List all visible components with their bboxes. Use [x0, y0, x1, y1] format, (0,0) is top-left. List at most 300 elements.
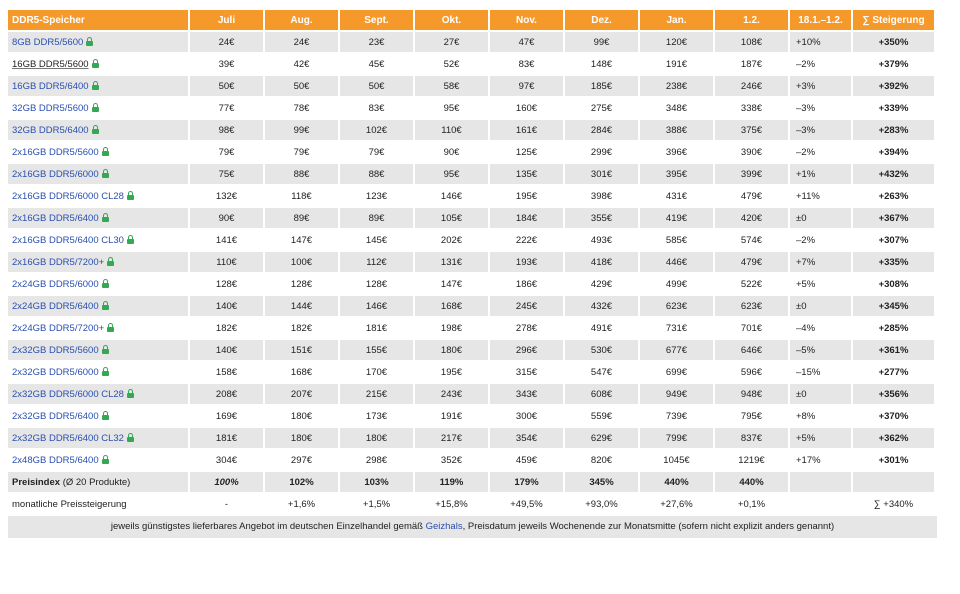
change-cell: –2%	[790, 230, 851, 250]
product-link[interactable]: 2x16GB DDR5/7200+	[12, 256, 105, 268]
total-increase-cell: +432%	[853, 164, 934, 184]
total-increase-cell: +277%	[853, 362, 934, 382]
monthly-value-cell: -	[190, 494, 263, 514]
table-row	[8, 274, 934, 294]
lock-icon	[92, 85, 99, 90]
change-cell: ±0	[790, 296, 851, 316]
price-cell: 131€	[415, 252, 488, 272]
change-cell: +1%	[790, 164, 851, 184]
price-cell: 195€	[490, 186, 563, 206]
price-cell: 493€	[565, 230, 638, 250]
product-link[interactable]: 2x48GB DDR5/6400	[12, 454, 99, 466]
price-cell: 42€	[265, 54, 338, 74]
product-name-cell[interactable]	[8, 296, 188, 316]
product-link[interactable]: 2x32GB DDR5/6400 CL32	[12, 432, 124, 444]
index-value-cell: 345%	[565, 472, 638, 492]
index-value-cell: 179%	[490, 472, 563, 492]
lock-icon	[102, 459, 109, 464]
price-cell: 699€	[640, 362, 713, 382]
price-cell: 75€	[190, 164, 263, 184]
table-row	[8, 318, 934, 338]
price-cell: 388€	[640, 120, 713, 140]
price-cell: 530€	[565, 340, 638, 360]
product-link[interactable]: 2x16GB DDR5/6400 CL30	[12, 234, 124, 246]
price-cell: 398€	[565, 186, 638, 206]
lock-icon	[127, 393, 134, 398]
price-cell: 158€	[190, 362, 263, 382]
price-cell: 98€	[190, 120, 263, 140]
price-cell: 180€	[340, 428, 413, 448]
price-cell: 90€	[190, 208, 263, 228]
price-cell: 173€	[340, 406, 413, 426]
price-cell: 108€	[715, 32, 788, 52]
product-name-cell[interactable]	[8, 54, 188, 74]
total-increase-cell: +392%	[853, 76, 934, 96]
lock-icon	[102, 415, 109, 420]
table-row	[8, 230, 934, 250]
header-row	[8, 10, 934, 30]
price-cell: 187€	[715, 54, 788, 74]
price-cell: 215€	[340, 384, 413, 404]
product-name-cell[interactable]	[8, 428, 188, 448]
price-cell: 100€	[265, 252, 338, 272]
product-link[interactable]: 2x16GB DDR5/5600	[12, 146, 99, 158]
table-row	[8, 384, 934, 404]
price-index-label: Preisindex	[12, 476, 61, 488]
price-cell: 284€	[565, 120, 638, 140]
price-cell: 479€	[715, 252, 788, 272]
product-name-cell[interactable]	[8, 318, 188, 338]
table-row	[8, 428, 934, 448]
price-cell: 125€	[490, 142, 563, 162]
price-cell: 395€	[640, 164, 713, 184]
total-increase-cell: +335%	[853, 252, 934, 272]
lock-icon	[102, 305, 109, 310]
index-value-cell: 100%	[190, 472, 263, 492]
price-cell: 585€	[640, 230, 713, 250]
price-cell: 89€	[340, 208, 413, 228]
product-name-cell[interactable]	[8, 340, 188, 360]
index-change-cell	[790, 472, 851, 492]
product-link[interactable]: 8GB DDR5/5600	[12, 36, 84, 48]
price-cell: 297€	[265, 450, 338, 470]
product-name-cell[interactable]	[8, 230, 188, 250]
table-row	[8, 32, 934, 52]
table-row	[8, 76, 934, 96]
price-cell: 24€	[265, 32, 338, 52]
total-increase-cell: +367%	[853, 208, 934, 228]
price-cell: 110€	[415, 120, 488, 140]
total-increase-cell: +307%	[853, 230, 934, 250]
price-cell: 99€	[265, 120, 338, 140]
price-cell: 89€	[265, 208, 338, 228]
footer-text-before: jeweils günstigstes lieferbares Angebot im deutschen Einzelhandel gemäß	[110, 521, 426, 532]
change-cell: –4%	[790, 318, 851, 338]
change-cell: –3%	[790, 120, 851, 140]
price-cell: 88€	[340, 164, 413, 184]
price-cell: 118€	[265, 186, 338, 206]
product-link[interactable]: 32GB DDR5/5600	[12, 102, 89, 114]
change-cell: +11%	[790, 186, 851, 206]
monthly-change-cell	[790, 494, 851, 514]
product-link[interactable]: 2x24GB DDR5/6400	[12, 300, 99, 312]
price-cell: 278€	[490, 318, 563, 338]
price-cell: 246€	[715, 76, 788, 96]
product-link[interactable]: 16GB DDR5/6400	[12, 80, 89, 92]
price-cell: 499€	[640, 274, 713, 294]
table-row	[8, 98, 934, 118]
price-cell: 141€	[190, 230, 263, 250]
product-link[interactable]: 2x32GB DDR5/6000	[12, 366, 99, 378]
price-cell: 623€	[640, 296, 713, 316]
price-cell: 186€	[490, 274, 563, 294]
product-name-cell[interactable]	[8, 406, 188, 426]
price-cell: 50€	[190, 76, 263, 96]
price-cell: 623€	[715, 296, 788, 316]
price-cell: 52€	[415, 54, 488, 74]
lock-icon	[102, 217, 109, 222]
price-cell: 629€	[565, 428, 638, 448]
header-col: Dez.	[565, 10, 638, 30]
total-increase-cell: +370%	[853, 406, 934, 426]
table-row	[8, 296, 934, 316]
product-link[interactable]: 2x16GB DDR5/6000	[12, 168, 99, 180]
change-cell: +8%	[790, 406, 851, 426]
total-increase-cell: +345%	[853, 296, 934, 316]
header-col: Okt.	[415, 10, 488, 30]
lock-icon	[102, 349, 109, 354]
price-cell: 446€	[640, 252, 713, 272]
price-cell: 238€	[640, 76, 713, 96]
price-cell: 128€	[265, 274, 338, 294]
price-cell: 799€	[640, 428, 713, 448]
total-increase-cell: +350%	[853, 32, 934, 52]
table-row	[8, 406, 934, 426]
footer-note	[8, 516, 937, 538]
lock-icon	[92, 63, 99, 68]
index-value-cell: 102%	[265, 472, 338, 492]
price-table-container	[8, 10, 937, 538]
price-cell: 390€	[715, 142, 788, 162]
price-cell: 352€	[415, 450, 488, 470]
table-row	[8, 54, 934, 74]
price-cell: 123€	[340, 186, 413, 206]
price-cell: 245€	[490, 296, 563, 316]
price-cell: 160€	[490, 98, 563, 118]
change-cell: –3%	[790, 98, 851, 118]
price-cell: 608€	[565, 384, 638, 404]
price-cell: 83€	[340, 98, 413, 118]
price-cell: 948€	[715, 384, 788, 404]
price-cell: 559€	[565, 406, 638, 426]
product-name-cell[interactable]	[8, 120, 188, 140]
total-increase-cell: +361%	[853, 340, 934, 360]
product-name-cell[interactable]	[8, 252, 188, 272]
product-name-cell[interactable]	[8, 164, 188, 184]
price-cell: 193€	[490, 252, 563, 272]
product-name-cell[interactable]	[8, 186, 188, 206]
price-cell: 50€	[265, 76, 338, 96]
price-cell: 217€	[415, 428, 488, 448]
price-cell: 128€	[190, 274, 263, 294]
change-cell: +5%	[790, 274, 851, 294]
price-cell: 348€	[640, 98, 713, 118]
product-link[interactable]: 2x32GB DDR5/5600	[12, 344, 99, 356]
price-cell: 27€	[415, 32, 488, 52]
price-cell: 147€	[265, 230, 338, 250]
price-cell: 837€	[715, 428, 788, 448]
header-product: DDR5-Speicher	[8, 10, 188, 30]
header-col: Jan.	[640, 10, 713, 30]
price-cell: 99€	[565, 32, 638, 52]
total-increase-cell: +308%	[853, 274, 934, 294]
price-cell: 419€	[640, 208, 713, 228]
change-cell: ±0	[790, 208, 851, 228]
total-increase-cell: +356%	[853, 384, 934, 404]
price-cell: 300€	[490, 406, 563, 426]
price-cell: 429€	[565, 274, 638, 294]
product-name-cell[interactable]	[8, 274, 188, 294]
price-cell: 78€	[265, 98, 338, 118]
geizhals-link[interactable]: Geizhals	[425, 521, 463, 532]
price-index-label-cell	[8, 472, 188, 492]
lock-icon	[86, 41, 93, 46]
index-value-cell: 119%	[415, 472, 488, 492]
price-cell: 298€	[340, 450, 413, 470]
price-cell: 275€	[565, 98, 638, 118]
price-cell: 155€	[340, 340, 413, 360]
price-cell: 120€	[640, 32, 713, 52]
price-cell: 418€	[565, 252, 638, 272]
lock-icon	[102, 151, 109, 156]
footer-text-after: , Preisdatum jeweils Wochenende zur Monatsmitte (sofern nicht explizit anders genannt)	[462, 521, 835, 532]
total-increase-cell: +285%	[853, 318, 934, 338]
lock-icon	[107, 327, 114, 332]
price-cell: 79€	[340, 142, 413, 162]
price-cell: 522€	[715, 274, 788, 294]
product-name-cell[interactable]	[8, 98, 188, 118]
header-col: ∑ Steigerung	[853, 10, 934, 30]
price-cell: 95€	[415, 164, 488, 184]
table-row	[8, 164, 934, 184]
table-row	[8, 142, 934, 162]
table-row	[8, 340, 934, 360]
total-increase-cell: +339%	[853, 98, 934, 118]
ddr5-price-table	[6, 8, 936, 516]
price-cell: 180€	[265, 406, 338, 426]
product-name-cell[interactable]	[8, 362, 188, 382]
price-cell: 146€	[415, 186, 488, 206]
product-name-cell[interactable]	[8, 142, 188, 162]
price-cell: 375€	[715, 120, 788, 140]
price-cell: 820€	[565, 450, 638, 470]
price-cell: 195€	[415, 362, 488, 382]
price-cell: 97€	[490, 76, 563, 96]
product-link[interactable]: 2x16GB DDR5/6000 CL28	[12, 190, 124, 202]
lock-icon	[102, 371, 109, 376]
price-cell: 151€	[265, 340, 338, 360]
price-cell: 479€	[715, 186, 788, 206]
index-value-cell: 103%	[340, 472, 413, 492]
lock-icon	[102, 283, 109, 288]
total-increase-cell: +394%	[853, 142, 934, 162]
product-link[interactable]: 16GB DDR5/5600	[12, 58, 89, 70]
price-cell: 110€	[190, 252, 263, 272]
total-increase-cell: +379%	[853, 54, 934, 74]
table-row	[8, 186, 934, 206]
price-cell: 161€	[490, 120, 563, 140]
product-link[interactable]: 2x32GB DDR5/6400	[12, 410, 99, 422]
price-cell: 24€	[190, 32, 263, 52]
price-cell: 949€	[640, 384, 713, 404]
monthly-value-cell: +93,0%	[565, 494, 638, 514]
price-cell: 140€	[190, 296, 263, 316]
price-cell: 169€	[190, 406, 263, 426]
price-cell: 191€	[640, 54, 713, 74]
product-link[interactable]: 2x32GB DDR5/6000 CL28	[12, 388, 124, 400]
price-cell: 315€	[490, 362, 563, 382]
price-cell: 207€	[265, 384, 338, 404]
price-cell: 182€	[265, 318, 338, 338]
change-cell: –5%	[790, 340, 851, 360]
product-name-cell[interactable]	[8, 450, 188, 470]
price-cell: 147€	[415, 274, 488, 294]
lock-icon	[127, 437, 134, 442]
price-index-row	[8, 472, 934, 492]
price-cell: 135€	[490, 164, 563, 184]
monthly-increase-row	[8, 494, 934, 514]
index-total-cell	[853, 472, 934, 492]
price-cell: 23€	[340, 32, 413, 52]
product-name-cell[interactable]	[8, 76, 188, 96]
price-cell: 343€	[490, 384, 563, 404]
table-row	[8, 252, 934, 272]
price-cell: 184€	[490, 208, 563, 228]
price-cell: 431€	[640, 186, 713, 206]
price-cell: 181€	[190, 428, 263, 448]
change-cell: +5%	[790, 428, 851, 448]
total-increase-cell: +301%	[853, 450, 934, 470]
price-cell: 128€	[340, 274, 413, 294]
change-cell: +17%	[790, 450, 851, 470]
header-col: Juli	[190, 10, 263, 30]
price-cell: 198€	[415, 318, 488, 338]
header-col: 18.1.–1.2.	[790, 10, 851, 30]
price-cell: 58€	[415, 76, 488, 96]
price-cell: 181€	[340, 318, 413, 338]
change-cell: ±0	[790, 384, 851, 404]
price-index-sublabel: (Ø 20 Produkte)	[62, 476, 131, 488]
price-cell: 79€	[265, 142, 338, 162]
price-cell: 145€	[340, 230, 413, 250]
product-name-cell[interactable]	[8, 384, 188, 404]
price-cell: 355€	[565, 208, 638, 228]
price-cell: 95€	[415, 98, 488, 118]
product-link[interactable]: 2x16GB DDR5/6400	[12, 212, 99, 224]
monthly-value-cell: +27,6%	[640, 494, 713, 514]
product-name-cell[interactable]	[8, 208, 188, 228]
price-cell: 77€	[190, 98, 263, 118]
change-cell: –2%	[790, 54, 851, 74]
lock-icon	[92, 129, 99, 134]
price-cell: 701€	[715, 318, 788, 338]
price-cell: 191€	[415, 406, 488, 426]
price-cell: 90€	[415, 142, 488, 162]
price-cell: 102€	[340, 120, 413, 140]
monthly-value-cell: +1,5%	[340, 494, 413, 514]
monthly-value-cell: +15,8%	[415, 494, 488, 514]
lock-icon	[92, 107, 99, 112]
price-cell: 459€	[490, 450, 563, 470]
price-cell: 420€	[715, 208, 788, 228]
price-cell: 50€	[340, 76, 413, 96]
header-col: Aug.	[265, 10, 338, 30]
price-cell: 1045€	[640, 450, 713, 470]
price-cell: 88€	[265, 164, 338, 184]
price-cell: 140€	[190, 340, 263, 360]
total-increase-cell: +263%	[853, 186, 934, 206]
monthly-value-cell: +1,6%	[265, 494, 338, 514]
monthly-value-cell: +49,5%	[490, 494, 563, 514]
index-value-cell: 440%	[640, 472, 713, 492]
price-cell: 180€	[265, 428, 338, 448]
price-cell: 144€	[265, 296, 338, 316]
price-cell: 304€	[190, 450, 263, 470]
index-value-cell: 440%	[715, 472, 788, 492]
price-cell: 168€	[415, 296, 488, 316]
price-cell: 491€	[565, 318, 638, 338]
product-link[interactable]: 2x24GB DDR5/7200+	[12, 322, 105, 334]
price-cell: 574€	[715, 230, 788, 250]
lock-icon	[127, 195, 134, 200]
price-cell: 243€	[415, 384, 488, 404]
change-cell: –15%	[790, 362, 851, 382]
change-cell: +7%	[790, 252, 851, 272]
product-link[interactable]: 32GB DDR5/6400	[12, 124, 89, 136]
table-row	[8, 208, 934, 228]
price-cell: 105€	[415, 208, 488, 228]
price-cell: 180€	[415, 340, 488, 360]
change-cell: +10%	[790, 32, 851, 52]
total-increase-cell: +283%	[853, 120, 934, 140]
price-cell: 148€	[565, 54, 638, 74]
price-cell: 1219€	[715, 450, 788, 470]
monthly-value-cell: +0,1%	[715, 494, 788, 514]
price-cell: 79€	[190, 142, 263, 162]
price-cell: 299€	[565, 142, 638, 162]
price-cell: 185€	[565, 76, 638, 96]
lock-icon	[102, 173, 109, 178]
price-cell: 677€	[640, 340, 713, 360]
table-row	[8, 120, 934, 140]
price-cell: 47€	[490, 32, 563, 52]
total-increase-cell: +362%	[853, 428, 934, 448]
price-cell: 396€	[640, 142, 713, 162]
price-cell: 202€	[415, 230, 488, 250]
price-cell: 83€	[490, 54, 563, 74]
price-cell: 596€	[715, 362, 788, 382]
price-cell: 338€	[715, 98, 788, 118]
price-cell: 301€	[565, 164, 638, 184]
price-cell: 222€	[490, 230, 563, 250]
lock-icon	[107, 261, 114, 266]
product-link[interactable]: 2x24GB DDR5/6000	[12, 278, 99, 290]
price-cell: 45€	[340, 54, 413, 74]
change-cell: –2%	[790, 142, 851, 162]
product-name-cell[interactable]	[8, 32, 188, 52]
price-cell: 168€	[265, 362, 338, 382]
price-cell: 354€	[490, 428, 563, 448]
